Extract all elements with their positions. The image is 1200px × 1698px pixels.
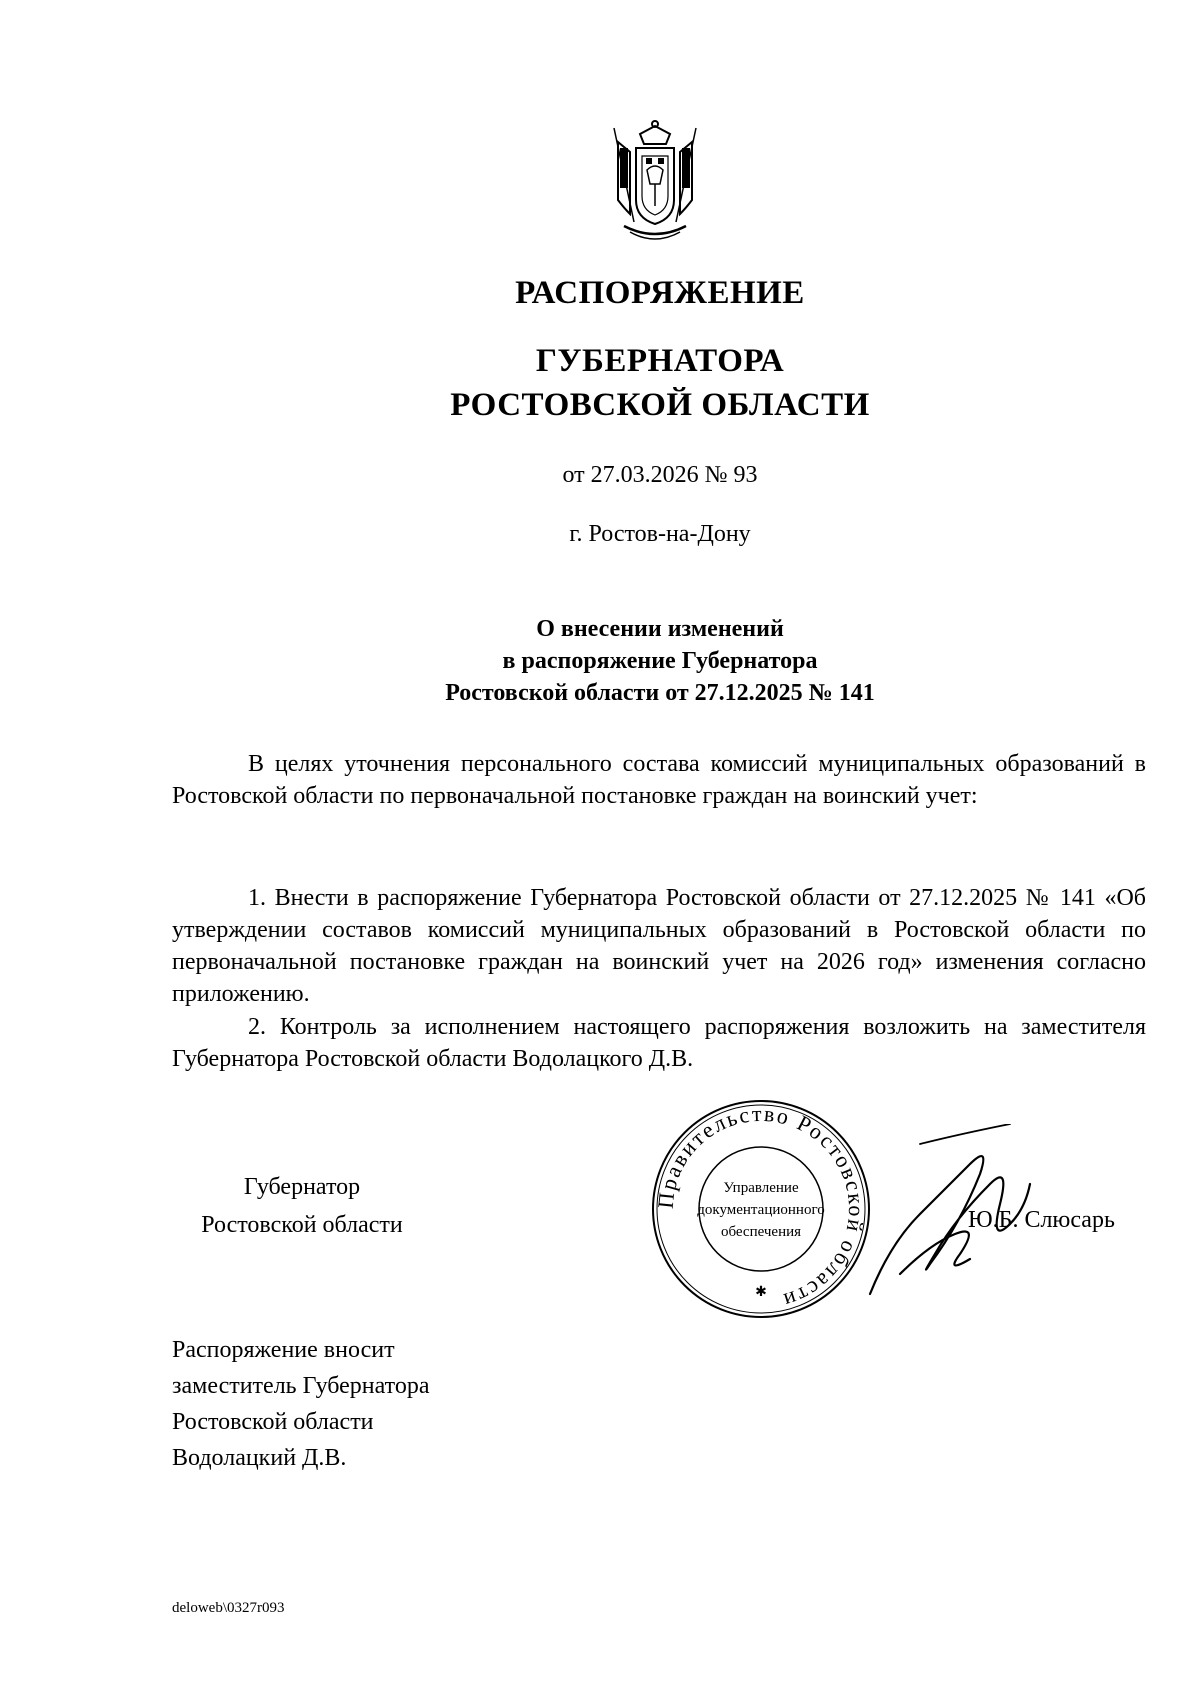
submitter-line: Водолацкий Д.В. xyxy=(172,1445,347,1471)
subject-line: О внесении изменений xyxy=(536,616,784,642)
submitter-line: Распоряжение вносит xyxy=(172,1337,395,1363)
submitter-block xyxy=(172,1332,430,1476)
position-line: Ростовской области xyxy=(201,1212,403,1238)
body-intro-paragraph xyxy=(172,748,1146,812)
position-line: Губернатор xyxy=(243,1174,361,1200)
submitter-line: Ростовской области xyxy=(172,1409,374,1435)
issuer-title-line2: РОСТОВСКОЙ ОБЛАСТИ xyxy=(450,387,870,423)
issuer-title-line1: ГУБЕРНАТОРА xyxy=(535,343,785,379)
signatory-position xyxy=(172,1168,432,1244)
stamp-center-line: документационного xyxy=(697,1202,825,1218)
item-1-text: 1. Внести в распоряжение Губернатора Ростовской области от 27.12.2025 № 141 «Об утверждении составов комиссий муниципальных образований в Ростовской области по первоначальной постановке граждан на воинский учет на 2026 год» изменения согласно приложению. xyxy=(172,885,1146,1007)
subject-line: в распоряжение Губернатора xyxy=(502,648,818,674)
body-item-2 xyxy=(172,1011,1146,1075)
document-type-title: РАСПОРЯЖЕНИЕ xyxy=(515,275,805,311)
item-2-text: 2. Контроль за исполнением настоящего распоряжения возложить на заместителя Губернатора Ростовской области Водолацкого Д.В. xyxy=(172,1014,1146,1072)
document-registry-code: deloweb\0327r093 xyxy=(172,1600,285,1616)
document-date-number: от 27.03.2026 № 93 xyxy=(562,462,758,488)
submitter-line: заместитель Губернатора xyxy=(172,1373,430,1399)
stamp-ring-text: Правительство Ростовской области xyxy=(652,1100,870,1315)
document-subject xyxy=(0,613,1200,709)
subject-line: Ростовской области от 27.12.2025 № 141 xyxy=(445,680,875,706)
stamp-center-line: обеспечения xyxy=(720,1224,802,1240)
intro-text: В целях уточнения персонального состава комиссий муниципальных образований в Ростовской области по первоначальной постановке граждан на воинский учет: xyxy=(172,751,1146,809)
svg-text:✱: ✱ xyxy=(755,1284,767,1300)
body-item-1 xyxy=(172,882,1146,1010)
stamp-center-line: Управление xyxy=(723,1180,799,1196)
official-stamp xyxy=(646,1094,876,1324)
document-city: г. Ростов-на-Дону xyxy=(569,521,751,547)
signatory-name: Ю.Б. Слюсарь xyxy=(968,1207,1115,1233)
coat-of-arms-icon xyxy=(600,118,710,246)
